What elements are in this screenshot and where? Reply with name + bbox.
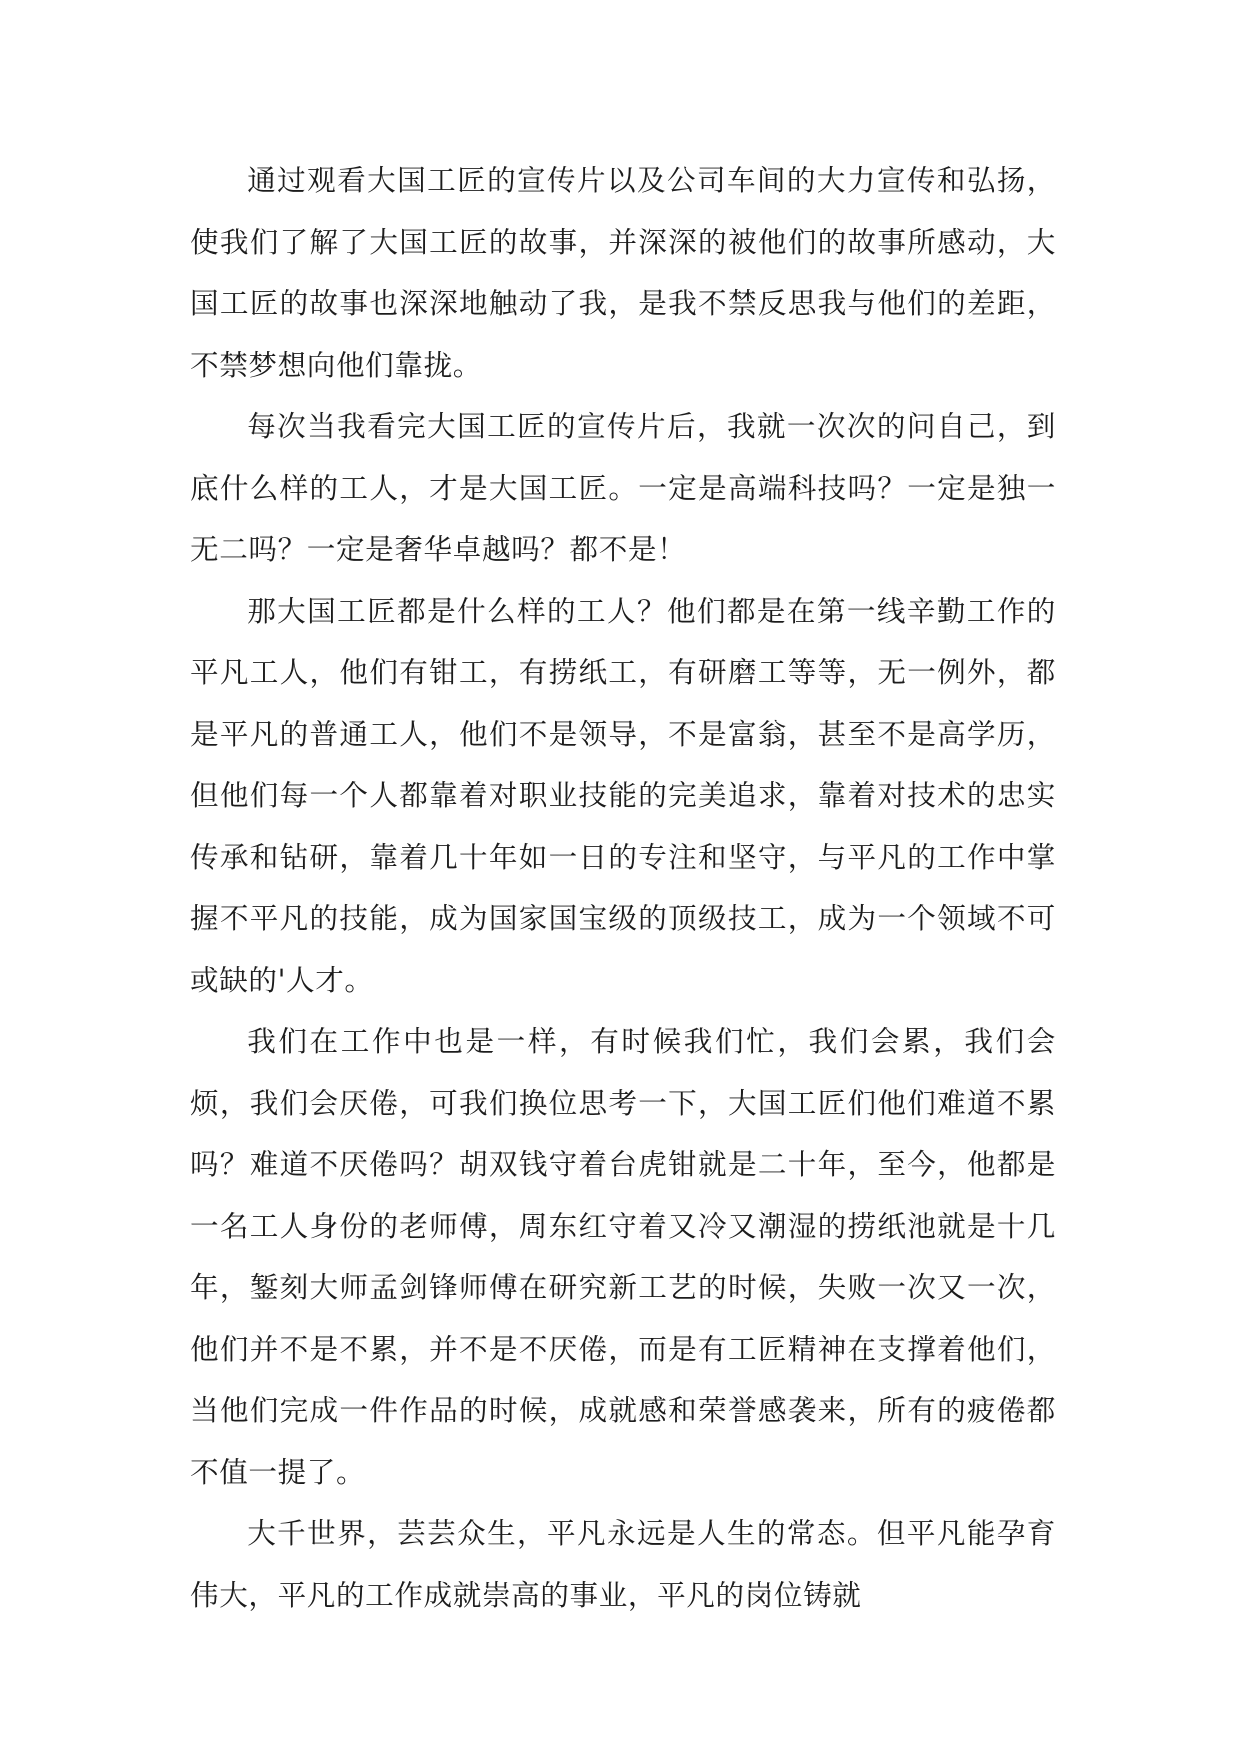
paragraph: 通过观看大国工匠的宣传片以及公司车间的大力宣传和弘扬，使我们了解了大国工匠的故事，并深深的被他们的故事所感动，大国工匠的故事也深深地触动了我，是我不禁反思我与他们的差距，不禁梦想向他们靠拢。 [190, 163, 1056, 382]
paragraph: 大千世界，芸芸众生，平凡永远是人生的常态。但平凡能孕育伟大，平凡的工作成就崇高的事业，平凡的岗位铸就 [190, 1516, 1056, 1612]
paragraph: 每次当我看完大国工匠的宣传片后，我就一次次的问自己，到底什么样的工人，才是大国工匠。一定是高端科技吗？一定是独一无二吗？一定是奢华卓越吗？都不是！ [190, 409, 1056, 566]
document-body [190, 150, 1056, 1626]
paragraph: 那大国工匠都是什么样的工人？他们都是在第一线辛勤工作的平凡工人，他们有钳工，有捞纸工，有研磨工等等，无一例外，都是平凡的普通工人，他们不是领导，不是富翁，甚至不是高学历，但他们每一个人都靠着对职业技能的完美追求，靠着对技术的忠实传承和钻研，靠着几十年如一日的专注和坚守，与平凡的工作中掌握不平凡的技能，成为国家国宝级的顶级技工，成为一个领域不可或缺的'人才。 [190, 593, 1056, 997]
paragraph: 我们在工作中也是一样，有时候我们忙，我们会累，我们会烦，我们会厌倦，可我们换位思考一下，大国工匠们他们难道不累吗？难道不厌倦吗？胡双钱守着台虎钳就是二十年，至今，他都是一名工人身份的老师傅，周东红守着又冷又潮湿的捞纸池就是十几年，錾刻大师孟剑锋师傅在研究新工艺的时候，失败一次又一次，他们并不是不累，并不是不厌倦，而是有工匠精神在支撑着他们，当他们完成一件作品的时候，成就感和荣誉感袭来，所有的疲倦都不值一提了。 [190, 1024, 1056, 1489]
